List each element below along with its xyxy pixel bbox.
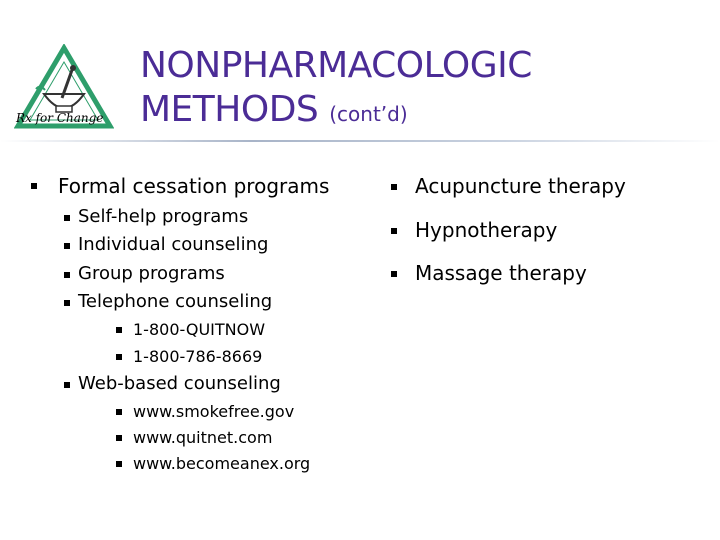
formal-cessation-heading: Formal cessation programs	[58, 174, 330, 198]
page-title	[140, 44, 532, 136]
phone-number: 1-800-QUITNOW	[133, 320, 266, 339]
bullet-icon	[116, 327, 122, 333]
title-line-2	[140, 88, 532, 136]
logo-caption: Rx for Change	[16, 111, 104, 125]
bullet-icon	[64, 243, 70, 249]
website-link: www.quitnet.com	[133, 428, 273, 447]
bullet-icon	[391, 271, 397, 277]
website-link: www.smokefree.gov	[133, 402, 295, 421]
bullet-icon	[116, 435, 122, 441]
list-item: Individual counseling	[78, 234, 269, 255]
bullet-icon	[64, 382, 70, 388]
website-link: www.becomeanex.org	[133, 454, 311, 473]
bullet-icon	[64, 215, 70, 221]
bullet-icon	[64, 272, 70, 278]
list-item: Group programs	[78, 263, 225, 284]
bullet-icon	[116, 354, 122, 360]
title-methods: METHODS	[140, 89, 319, 130]
list-item: Self-help programs	[78, 206, 249, 227]
list-item: Telephone counseling	[78, 291, 273, 312]
list-item-massage: Massage therapy	[415, 261, 587, 285]
bullet-icon	[391, 228, 397, 234]
bullet-icon	[116, 461, 122, 467]
bullet-icon	[31, 183, 37, 189]
title-suffix: (cont’d)	[329, 102, 408, 126]
title-divider	[0, 140, 720, 142]
web-based-heading: Web-based counseling	[78, 373, 281, 394]
list-item-hypnotherapy: Hypnotherapy	[415, 218, 558, 242]
phone-number: 1-800-786-8669	[133, 347, 263, 366]
list-item-acupuncture: Acupuncture therapy	[415, 174, 626, 198]
bullet-icon	[391, 184, 397, 190]
title-line-1: NONPHARMACOLOGIC	[140, 45, 532, 86]
bullet-icon	[64, 300, 70, 306]
bullet-icon	[116, 409, 122, 415]
